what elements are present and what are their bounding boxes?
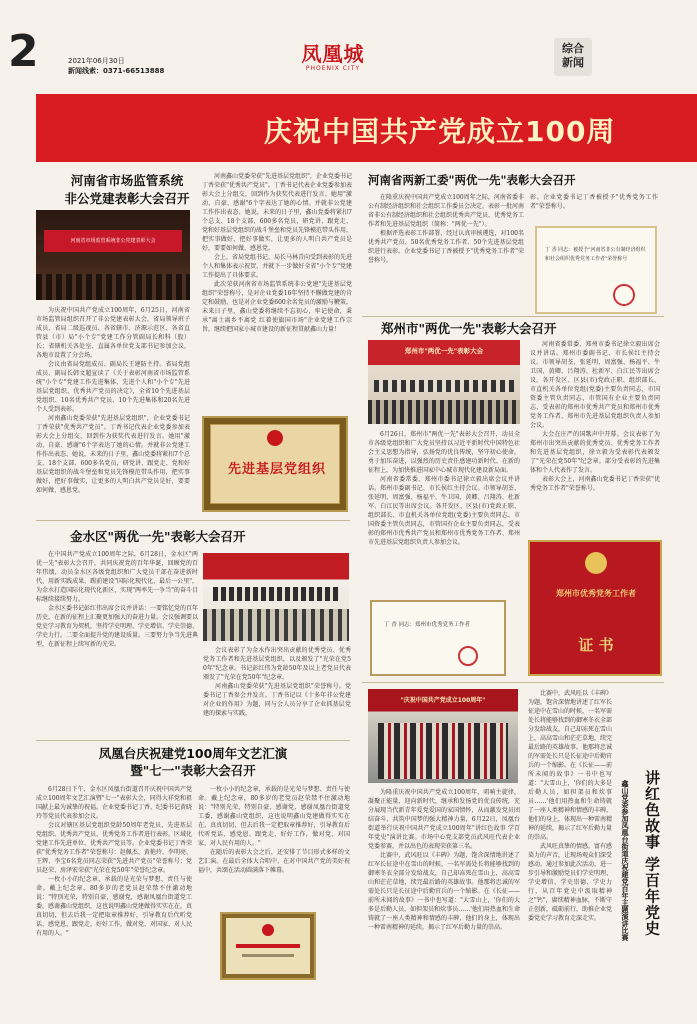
- article1-plaque: 先进基层党组织: [202, 416, 348, 512]
- article6-photo: "庆祝中国共产党成立100周年": [368, 689, 518, 783]
- logo-cn: 凤凰城: [301, 42, 365, 66]
- article1-photo: 河南省市场监管系统非公党建表彰大会: [36, 210, 190, 300]
- article2-title: 河南省两新工委"两优一先"表彰大会召开: [368, 173, 576, 187]
- article3-certificate-2: 郑州市优秀党务工作者 证 书: [528, 540, 662, 676]
- article5-body: 6月28日下午，金水区凤凰台街道召开庆祝中国共产党成立100周年文艺汇演暨"七一"表彰大会，同得大祥党和祖国献上最为诚挚的祝福。企业党委书记丁香、纪委书记黄晓玲等党员代表参加会议。 会议对辖区基层党组织党龄50周年老党员、先进基层党组织、优秀共产党员、优秀党务工作者进行表彰，区域化党建工作先进单位、优秀共产党员等。企业党委书记丁香荣获"优秀党务工作者"荣誉称号：赵佩杰、黄艳玲、李明亮、王辉、李宝6名党员同志荣获"先进共产党员"荣誉称号；党员赵荣、房泽宏荣获"光荣在党50年"荣誉纪念章。 一枚小小的纪念章，承载的是光荣与梦想、责任与使命。戴上纪念章，80多岁的老党员赵荣禁不住激动地说："特别光荣，特别自豪，感谢党，感谢凤凰台街道党工委，感谢鑫山党组织，这也说明鑫山党建做得实实在在，真真切切，但去后我一定把取章推荐好，引导教育后代听党话、感党恩、跟党走，好好工作，做对党、对国家、对人民有用的人。": [36, 786, 192, 937]
- article2-body-cont: 彰。企业党委书记丁香被授予"优秀党务工作者"荣誉称号。: [530, 194, 658, 210]
- article6-body-cont: 比赛中，武风旺以《丰碑》为题，饱含深情地讲述了红军长征途中在雪山的时候，一名军需处长将能够找到的御寒冬衣全部分发给战友，自己却冻死在雪山上，高高雪山和茫茫草地，续完最后路的英雄故事。他那将忠诚的军需处长只是长征途中后勤官兵的一个缩影。在《长征——前所未闻的故事》一书中也写道："大雪山上，'你们的大多是后勤人员，如担架员和炊事员……'他们用热血和生命铸就了一座人类精神和情感的丰碑，他们的身上，体现出一种雷南精神的延续，揭示了红军后勤力量的崇高。 武风旺真挚的情感，富有感染力的声音，让现场观众们深受感动。通过参加此次活动，进一步引导和激励党员们学史明理、学史增信、学史崇德、学史力行，从百年党史中汲取精神之"钙"，赓续精神血脉，不断守正创新，砥砺前行，助推企业党委党史学习教育走深走实。: [528, 690, 612, 922]
- logo: [297, 43, 369, 72]
- article3-body: 6月26日，郑州市"两优一先"表彰大会召开，动员全市各级党组织和广大党员坚持以习近平新时代中国特色社会主义思想为指导，弘扬党的优良传统，坚守初心使命，勇于加压奋进，以强烈的历史责任感建功新时代、在新的征程上，为加快推进国家中心城市现代化建设新局面。 河南省委常委、郑州市委书记徐立毅出席会议并讲话。郑州市委副书记、市长侯红主持会议。市领导胡荃、张延明、周富强、杨福平、牛卫国、黄卿、吕翔涛、杜新军、白江民等出席会议。各开发区、区县(市)党政正职、组织部长、市直机关各单位党组(党委)主要负责同志、市国资委主管负责同志，市管国有企业主要负责同志，受表彰的郑州市优秀共产党员和郑州市优秀党务工作者、郑州市先进基层党组织负责人参加会议。: [368, 431, 520, 546]
- article1-body: 为庆祝中国共产党成立100周年，6月25日，河南省市场监管局组织召开了非公党建表彰大会，省局领导班子成员、省局二级巡视员、各省辖市、济源示范区、各省直管县（市）局"小个专"党建工作分管副局长和科（股）长；省辖机关各处室、直属各单位党支部书记参加会议，各地市设置了分会场。 会议由省局党组成员、副局长王建防主持。省局党组成员、副局长韩文超宣读了《关于表彰河南省市场监管系统"小个专"党建工作先进集体、先进个人和"小个专"先进基层党组织、优秀共产党员的决定》，全省10个先进基层党组织、10名优秀共产党员、10个先进集体和20名先进个人受到表彰。 河南鑫山党委荣获"先进基层党组织"，企业党委书记丁香荣获"优秀共产党员"。丁香书记代表企业党委参加表彰大会上分组交，回到作为获奖代表进行发言。她用"激动、自豪、感谢"6个字表达了她的心情。并就非公党建工作作出表态、她说，未来的日子里，鑫山党委将紧扣7个总支、18个支部、600多名党员，研党讲、跟党走、党和好基层党组织的战斗堡垒和党员先锋模范带头作用，把实事做好，把好事做实，让更多的人明白共产党员是好，要要如何做、感恩党。: [36, 307, 190, 494]
- page-number: 2: [8, 26, 39, 77]
- article5-title: 凤凰台庆祝建党100周年文艺汇演 暨"七一"表彰大会召开: [98, 746, 288, 778]
- banner-title: 庆祝中国共产党成立100周: [264, 115, 616, 148]
- issue-date: 2021年06月30日: [68, 57, 125, 65]
- article3-title: 郑州市"两优一先"表彰大会召开: [381, 321, 557, 336]
- article4-body-cont: 会议表彰了为金水作出突出贡献的优秀党员、优秀党务工作者和先进基层党组织，以及颁发了"光荣在党50年"纪念章。书记彭红伟为党龄50年及以上老党员代表颁发了"光荣在党50年"纪念章。 河南鑫山党委荣获"先进基层党组织"荣誉称号。党委书记丁香参会并发言。丁香书记以《十多年非公党建对企业的作用》为题，同与会人员分享了企业抓基层党建的探索与实践。: [203, 647, 351, 717]
- article3-certificate-1: 丁 香 同志：郑州市优秀党务工作者: [370, 600, 506, 676]
- logo-en: PHOENIX CITY: [305, 65, 361, 72]
- section-label: 综合 新闻: [554, 38, 592, 76]
- news-hotline: 新闻线索：0371-66513888: [68, 67, 165, 75]
- article3-body-cont: 河南省委常委、郑州市委书记徐立毅出席会议并讲话。郑州市委副书记、市长侯红主持会议。市领导胡荃、张延明、周富强、杨福平、牛卫国、黄卿、吕翔涛、杜新军、白江民等出席会议。各开发区、区县(市)党政正职、组织部长、市直机关各单位党组(党委)主要负责同志、市国资委主管负责同志，市管国有企业主要负责同志，受表彰的郑州市优秀共产党员和郑州市优秀党务工作者、郑州市先进基层党组织负责人参加会议。 大会在庄严的国歌声中开幕。会议表彰了为郑州市出突出贡献的优秀党员、优秀党务工作者和先进基层党组织，徐立毅为受表彰代表颁发了"光荣在党50年"纪念章。部分受表彰的先进集体和个人代表作了发言。 表彰大会上，河南鑫山党委书记丁香荣获"优秀党务工作者"荣誉称号。: [530, 341, 660, 492]
- article6-body: 为隆重庆祝中国共产党成立100周年，唱响主旋律，凝聚正能量，迎向新时代，继承和发扬党的优良传统，充分展现当代新青年爱党爱国的家国情怀，从而激发党员团结奋斗、共筑中国梦的强大精神力量，6月22日，凤凰台街道举行庆祝中国共产党成立100周年"讲红色故事 学百年党史"演讲比赛。市场中心党支部党员武风旺代表企业党委参赛，并以出色的表现荣获第三名。 比赛中，武风旺以《丰碑》为题，饱含深情地讲述了红军长征途中在雪山的时候，一名军需处长将能够找到的御寒冬衣全部分发给战友，自己却冻死在雪山上，高高雪山和茫茫草地，续完最后路的英雄故事。他那将忠诚的军需处长只是长征途中后勤官兵的一个缩影。在《长征——前所未闻的故事》一书中也写道："大雪山上，'你们的大多是后勤人员，如担架员和炊事员……'他们用热血和生命铸就了一座人类精神和情感的丰碑，他们的身上，体现出一种雷南精神的延续，揭示了红军后勤力量的崇高。: [368, 789, 520, 931]
- article2-body: 在隆重庆祝中国共产党成立100周年之际，河南省委非公有制经济组织和社会组织工作委员会决定，表彰一批河南省非公有制经济组织和社会组织优秀共产党员、优秀党务工作者和先进基层党组织（简称："两优一先"）。 根据评选表彰工作部署，经过认真审核遴选，对100名优秀共产党员、50名优秀党务工作者、50个先进基层党组织进行表彰。企业党委书记丁香被授予"优秀党务工作者"荣誉称号。: [368, 194, 524, 264]
- article3-photo: 郑州市"两优一先"表彰大会: [368, 340, 520, 424]
- celebration-banner: [36, 94, 697, 162]
- article5-plaque: [220, 912, 316, 980]
- article1-body-cont: 河南鑫山党委荣获"先进基层党组织"，企业党委书记丁香荣获"优秀共产党员"。丁香书记代表企业党委参加表彰大会上分组交，回到作为获奖代表进行发言。她用"激动、自豪、感谢"6个字表达了她的心情。并就非公党建工作作出表态、她说，未来的日子里，鑫山党委将紧扣7个总支、18个支部、600多名党员，研党讲、跟党走、党和好基层党组织的战斗堡垒和党员先锋模范带头作用，把实事做好，把好事做实，让更多的人明白共产党员是好，要要如何做、感恩党。 会上，省局党组书记、局长马林青向受到表彰的先进个人和集体表示祝贺，并就下一步做好全省"小个专"党建工作提出了具体要求。 此次荣获河南省市场监管系统非公党建"先进基层党组织"荣誉称号，是对企业党委16年坚持不懈做党建的肯定和鼓励，也是对企业党委600余名党员的激励与鞭策。未来日子里，鑫山党委将继续不忘初心，牢记使命，秉承"离土离乡不离党 红着使旗国市场"企业党建工作宗旨，继续把国家小城市建设的新征程贯献鑫山力量！: [202, 173, 352, 333]
- article4-title: 金水区"两优一先"表彰大会召开: [70, 529, 246, 544]
- article4-body: 在中国共产党成立100周年之际，6月28日，金水区"两优一先"表彰大会召开，共同庆祝党的百年华诞，回顾党的百年伟绩，动员金水区各级党组织和广大党员干部在奋进新时代、用新实践成果，踢前建设"国际化现代化、最后一公里"，为金水打造国际化现代化新区，实现"两率先一争当"的奋斗目标继续接续努力。 金水区委书记彭红伟出席会议并讲话：一要铭忆党的百年历史，在新的征程上汇聚更加强大的奋进力量。会议强调要以党史学习教育为契机，坚持学史明理、学史增信、学史崇德、学史力行。二要全面提升党的建设质量。三要努力争当先进典型，在新征程上续写新的光荣。: [36, 551, 198, 648]
- article6-subtitle-vertical: 鑫山党委参加凤凰台街道庆祝建党百年主题演讲比赛: [621, 780, 629, 941]
- article6-title-vertical: 讲红色故事 学百年党史: [643, 770, 661, 937]
- article2-certificate: 丁 香 同志：被授予"河南省非公有制经济组织和社会组织优秀党务工作者"荣誉称号: [535, 226, 657, 314]
- article4-photo: [203, 553, 349, 641]
- article5-body-cont: 一枚小小的纪念章，承载的是光荣与梦想、责任与使命。戴上纪念章，80多岁的老党员赵荣禁不住激动地说："特别光荣，特别自豪，感谢党，感谢凤凰台街道党工委，感谢鑫山党组织，这也说明鑫山党建做得实实在在，真真切切，但去后我一定把取章推荐好，引导教育后代听党话、感党恩、跟党走，好好工作，做对党、对国家、对人民有用的人。" 在随后的表彰大会之后，还安排了节目形式多样的文艺汇演。在最后全体大合唱中，在对中国共产党的美好祝福中，共颂在活动圆满落下帷幕。: [198, 786, 350, 874]
- article1-title: 河南省市场监管系统 非公党建表彰大会召开: [64, 173, 190, 206]
